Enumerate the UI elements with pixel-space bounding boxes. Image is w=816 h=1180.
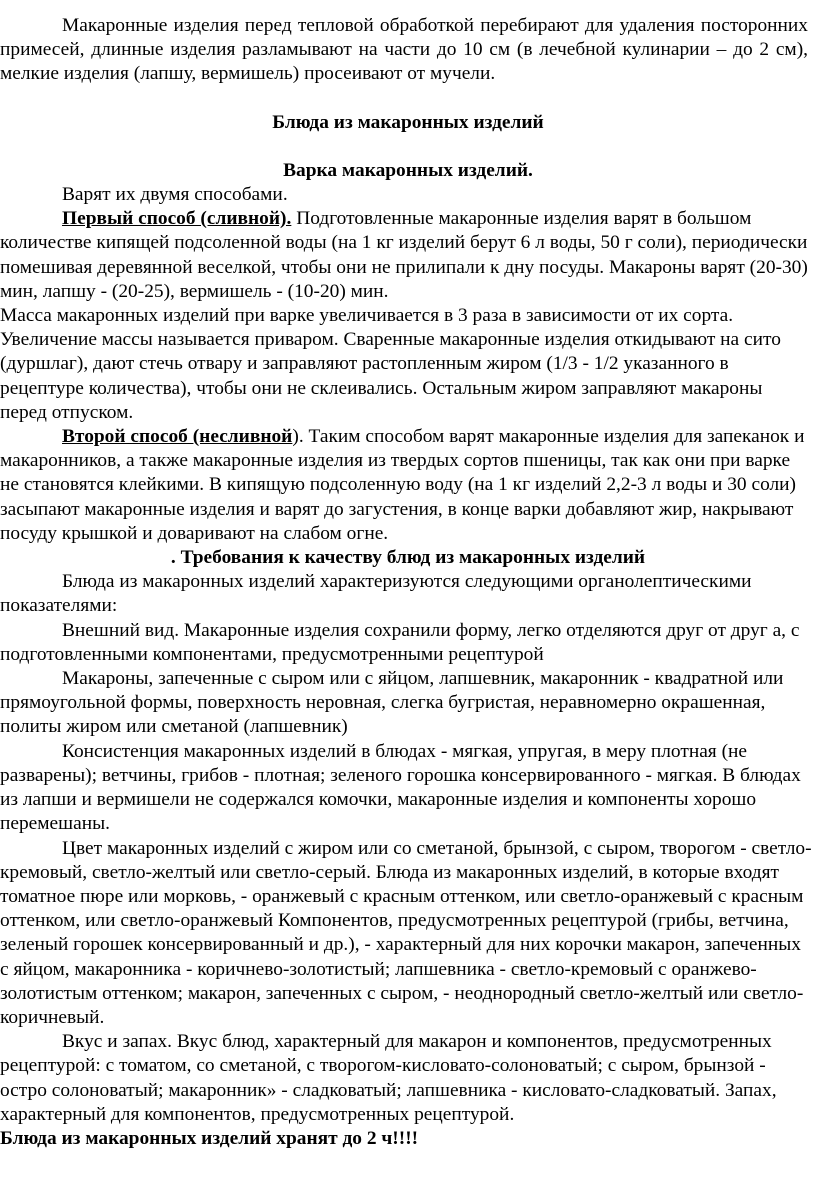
- method-two-label: Второй способ (несливной: [62, 426, 293, 448]
- heading-quality-requirements: . Требования к качеству блюд из макаронных изделий: [170, 547, 646, 569]
- heading-pasta-dishes: Блюда из макаронных изделий: [272, 111, 544, 133]
- intro-paragraph: Макаронные изделия перед тепловой обработкой перебирают для удаления посторонних примесей, длинные изделия разламывают на части до 10 см (в лечебной кулинарии – до 2 см), мелкие изделия (лапшу, вермишель) просеивают от мучели.: [0, 15, 808, 85]
- heading-boiling: Варка макаронных изделий.: [283, 159, 533, 181]
- baked-paragraph: Макароны, запеченные с сыром или с яйцом, лапшевник, макаронник - квадратной или прямоугольной формы, поверхность неровная, слегка бугристая, неравномерно окрашенная, политы жиром или сметаной (лапшевник): [0, 668, 784, 738]
- method-one-text: Подготовленные макаронные изделия варят в большом количестве кипящей подсоленной воды (на 1 кг изделий берут 6 л воды, 50 г соли), периодически помешивая деревянной веселкой, чтобы они не прилипали к дну посуды. Макароны варят (20-30) мин, лапшу - (20-25), вермишель - (10-20) мин.: [0, 208, 808, 302]
- mass-paragraph: Масса макаронных изделий при варке увеличивается в 3 раза в зависимости от их сорта. Увеличение массы называется приваром. Сваренные макаронные изделия откидывают на сито (дуршлаг), дают стечь отвару и заправляют растопленным жиром (1/3 - 1/2 указанного в рецептуре количества), чтобы они не склеивались. Остальным жиром заправляют макароны перед отпуском.: [0, 305, 781, 423]
- taste-paragraph: Вкус и запах. Вкус блюд, характерный для макарон и компонентов, предусмотренных рецептурой: с томатом, со сметаной, с творогом-кисловато-солоноватый; с сыром, брынзой - остро солоноватый; макаронник» - сладковатый; лапшевника - кисловато-сладковатый. Запах, характерный для компонентов, предусмотренных рецептурой.: [0, 1031, 777, 1125]
- consistency-paragraph: Консистенция макаронных изделий в блюдах - мягкая, упругая, в меру плотная (не разварены); ветчины, грибов - плотная; зеленого горошка консервированного - мягкая. В блюдах из лапши и вермишели не содержался комочки, макаронные изделия и компоненты хорошо перемешаны.: [0, 740, 801, 835]
- quality-intro-paragraph: Блюда из макаронных изделий характеризуются следующими органолептическими показателями:: [0, 571, 752, 617]
- method-two-text: ). Таким способом варят макаронные изделия для запеканок и макаронников, а также макаронные изделия из твердых сортов пшеницы, так как они при варке не становятся клейкими. В кипящую подсоленную воду (на 1 кг изделий 2,2-3 л воды и 30 соли) засыпают макаронные изделия и варят до загустения, в конце варки добавляют жир, накрывают посуду крышкой и доваривают на слабом огне.: [0, 426, 805, 544]
- method-one-label: Первый способ (сливной).: [62, 208, 292, 230]
- boiling-methods-line: Варят их двумя способами.: [62, 184, 288, 206]
- appearance-paragraph: Внешний вид. Макаронные изделия сохранили форму, легко отделяются друг от друг а, с подготовленными компонентами, предусмотренными рецептурой: [0, 619, 800, 665]
- color-paragraph: Цвет макаронных изделий с жиром или со сметаной, брынзой, с сыром, творогом - светло-кремовый, светло-желтый или светло-серый. Блюда из макаронных изделий, в которые входят томатное пюре или морковь, - оранжевый с красным оттенком, или светло-оранжевый с красным оттенком, или светло-оранжевый Компонентов, предусмотренных рецептурой (грибы, ветчина, зеленый горошек консервированный и др.), - характерный для них корочки макарон, запеченных с яйцом, макаронника - коричнево-золотистый; лапшевника - светло-кремовый с оранжево-золотистым оттенком; макарон, запеченных с сыром, - неоднородный светло-желтый или светло-коричневый.: [0, 837, 812, 1028]
- method-two-paragraph: [0, 425, 816, 546]
- storage-note: Блюда из макаронных изделий хранят до 2 ч!!!!: [0, 1127, 419, 1149]
- method-one-paragraph: [0, 207, 816, 304]
